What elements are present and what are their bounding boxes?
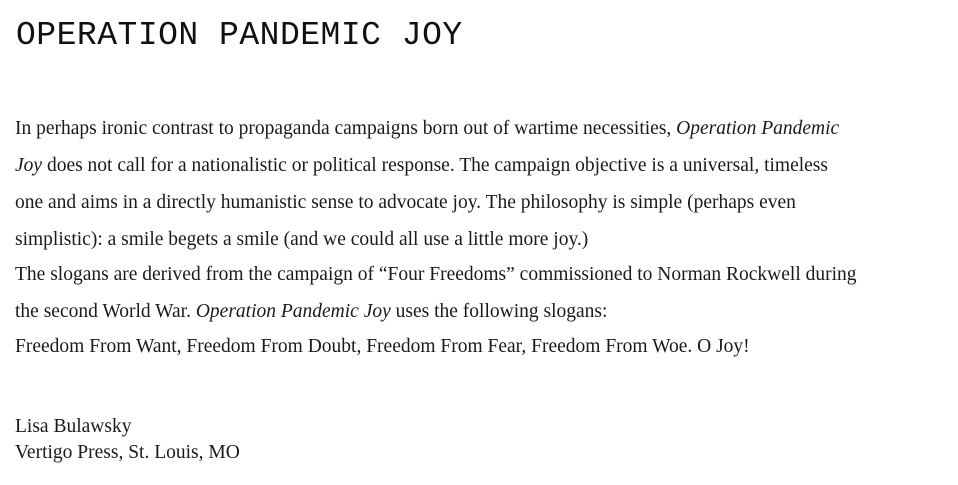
body-line-6	[15, 296, 945, 331]
body-text-segment: uses the following slogans:	[390, 301, 608, 322]
body-line-2	[15, 150, 945, 187]
italic-title-segment: Joy	[15, 155, 43, 176]
slogans-line: Freedom From Want, Freedom From Doubt, Freedom From Fear, Freedom From Woe. O Joy!	[15, 336, 750, 357]
body-line-3: one and aims in a directly humanistic sense to advocate joy. The philosophy is simple (perhaps even	[15, 192, 796, 213]
body-line-5: The slogans are derived from the campaign of “Four Freedoms” commissioned to Norman Rockwell during	[15, 264, 857, 285]
document-body	[15, 113, 945, 368]
body-text-segment: does not call for a nationalistic or political response. The campaign objective is a universal, timeless	[42, 155, 828, 176]
italic-title-segment: Operation Pandemic Joy	[195, 301, 391, 322]
body-text-segment: the second World War.	[15, 301, 196, 322]
signature-block	[15, 414, 240, 466]
body-line-1	[15, 113, 945, 150]
italic-title-segment: Operation Pandemic	[676, 118, 840, 139]
document-title: OPERATION PANDEMIC JOY	[16, 17, 463, 54]
body-line-4: simplistic): a smile begets a smile (and we could all use a little more joy.)	[15, 229, 589, 250]
author-name: Lisa Bulawsky	[15, 416, 132, 437]
body-text-segment: In perhaps ironic contrast to propaganda campaigns born out of wartime necessities,	[15, 118, 677, 139]
publisher-location: Vertigo Press, St. Louis, MO	[15, 442, 240, 463]
